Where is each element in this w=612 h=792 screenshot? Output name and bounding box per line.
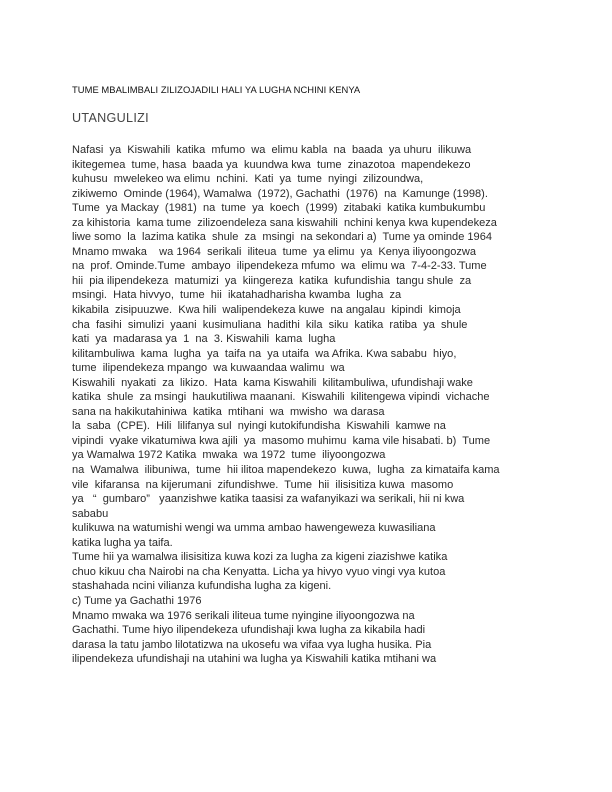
text-line: vipindi vyake vikatumiwa kwa ajili ya masomo muhimu kama vile hisabati. b) Tume <box>72 434 491 447</box>
text-line: Nafasi ya Kiswahili katika mfumo wa elimu kabla na baada ya uhuru ilikuwa <box>72 144 472 156</box>
text-line: kulikuwa na watumishi wengi wa umma ambao hawengeweza kuwasiliana <box>72 522 436 535</box>
text-line: c) Tume ya Gachathi 1976 <box>72 594 202 607</box>
text-line: liwe somo la lazima katika shule za msingi na sekondari a) Tume ya ominde 1964 <box>72 231 492 244</box>
text-line: sana na hakikutahiniwa katika mtihani wa mwisho wa darasa <box>72 405 385 418</box>
text-line: kati ya madarasa ya 1 na 3. Kiswahili kama lugha <box>72 333 336 346</box>
text-line: msingi. Hata hivvyo, tume hii ikatahadharisha kwamba lugha za <box>72 289 402 302</box>
text-line: katika lugha ya taifa. <box>72 536 173 549</box>
text-line: Mnamo mwaka wa 1964 serikali iliteua tume ya elimu ya Kenya iliyoongozwa <box>72 245 477 258</box>
text-line: ya Wamalwa 1972 Katika mwaka wa 1972 tume iliyoongozwa <box>72 449 386 462</box>
document-title: TUME MBALIMBALI ZILIZOJADILI HALI YA LUGHA NCHINI KENYA <box>72 84 361 95</box>
text-line: sababu <box>72 507 109 520</box>
text-line: darasa la tatu jambo lilotatizwa na ukosefu wa vifaa vya lugha husika. Pia <box>72 638 432 651</box>
text-line: Tume hii ya wamalwa ilisisitiza kuwa kozi za lugha za kigeni ziazishwe katika <box>72 551 448 564</box>
text-line: Mnamo mwaka wa 1976 serikali iliteua tume nyingine iliyoongozwa na <box>72 609 415 622</box>
text-line: ya “ gumbaro” yaanzishwe katika taasisi za wafanyikazi wa serikali, hii ni kwa <box>72 493 465 506</box>
text-line: kilitambuliwa kama lugha ya taifa na ya utaifa wa Afrika. Kwa sababu hiyo, <box>72 347 457 360</box>
text-line: na Wamalwa ilibuniwa, tume hii ilitoa mapendekezo kuwa, lugha za kimataifa kama <box>72 464 500 477</box>
body-text <box>72 143 552 667</box>
text-line: Kiswahili nyakati za likizo. Hata kama Kiswahili kilitambuliwa, ufundishaji wake <box>72 376 473 389</box>
text-line: kikabila zisipuuzwe. Kwa hili walipendekeza kuwe na angalau kipindi kimoja <box>72 304 461 317</box>
text-line: vile kifaransa na kijerumani zifundishwe. Tume hii ilisisitiza kuwa masomo <box>72 478 454 491</box>
text-line: Gachathi. Tume hiyo ilipendekeza ufundishaji kwa lugha za kikabila hadi <box>72 624 426 637</box>
text-line: za kihistoria kama tume zilizoendeleza sana kiswahili nchini kenya kwa kupendekeza <box>72 216 497 229</box>
text-line: kuhusu mwelekeo wa elimu nchini. Kati ya tume nyingi zilizoundwa, <box>72 173 424 186</box>
text-line: cha fasihi simulizi yaani kusimuliana hadithi kila siku katika ratiba ya shule <box>72 318 468 331</box>
text-line: tume ilipendekeza mpango wa kuwaandaa walimu wa <box>72 362 345 375</box>
text-line: na prof. Ominde.Tume ambayo ilipendekeza mfumo wa elimu wa 7-4-2-33. Tume <box>72 260 487 273</box>
text-line: ikitegemea tume, hasa baada ya kuundwa kwa tume zinazotoa mapendekezo <box>72 158 471 171</box>
text-line: chuo kikuu cha Nairobi na cha Kenyatta. Licha ya hivyo vyuo vingi vya kutoa <box>72 565 446 578</box>
section-heading: UTANGULIZI <box>72 111 149 125</box>
text-line: ilipendekeza ufundishaji na utahini wa lugha ya Kiswahili katika mtihani wa <box>72 653 437 666</box>
text-line: hii pia ilipendekeza matumizi ya kiingereza katika kufundishia tangu shule za <box>72 274 472 287</box>
text-line: la saba (CPE). Hili lilifanya sul nyingi kutokifundisha Kiswahili kamwe na <box>72 420 446 433</box>
text-line: katika shule za msingi haukutiliwa maanani. Kiswahili kilitengewa vipindi vichache <box>72 391 490 404</box>
text-line: stashahada ncini vilianza kufundisha lugha za kigeni. <box>72 580 332 593</box>
text-line: Tume ya Mackay (1981) na tume ya koech (1999) zitabaki katika kumbukumbu <box>72 202 486 215</box>
text-line: zikiwemo Ominde (1964), Wamalwa (1972), Gachathi (1976) na Kamunge (1998). <box>72 187 488 200</box>
